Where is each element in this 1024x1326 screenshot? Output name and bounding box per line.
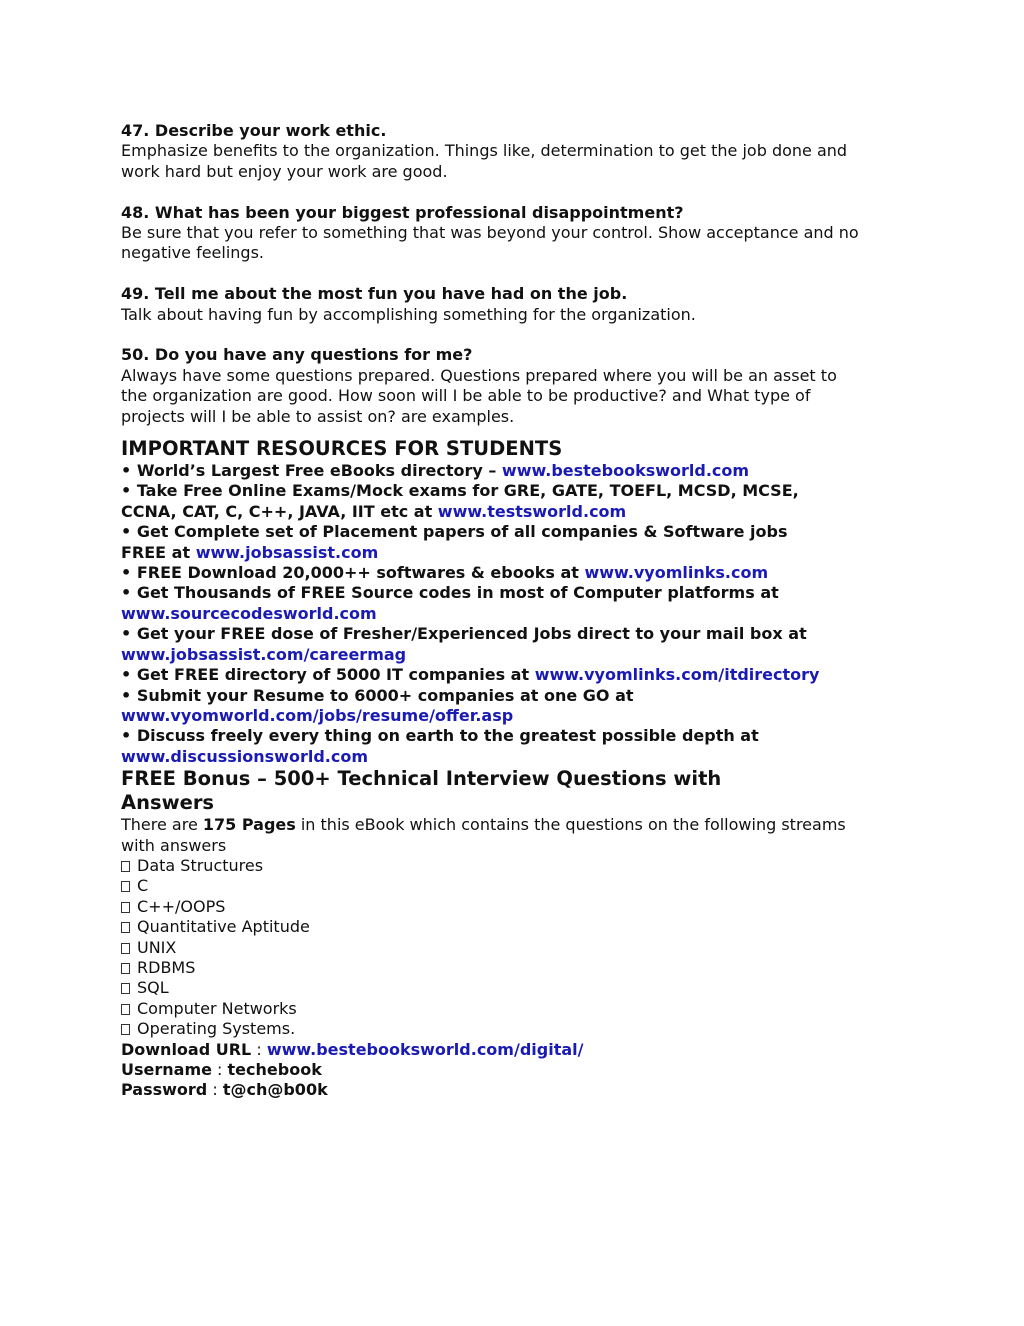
resource-item-7: • Get FREE directory of 5000 IT companies at www.vyomlinks.com/itdirectory bbox=[121, 665, 820, 685]
answer-48-line-1: Be sure that you refer to something that was beyond your control. Show acceptance and no bbox=[121, 223, 859, 243]
checkbox-icon bbox=[121, 902, 130, 913]
bullet: • bbox=[121, 624, 132, 644]
bullet: • bbox=[121, 665, 132, 685]
link-resume-offer[interactable]: www.vyomworld.com/jobs/resume/offer.asp bbox=[121, 705, 514, 725]
bullet: • bbox=[121, 563, 132, 583]
bullet: • bbox=[121, 461, 132, 481]
topic-item: SQL bbox=[121, 978, 911, 998]
topic-item: RDBMS bbox=[121, 958, 911, 978]
answer-47-line-2: work hard but enjoy your work are good. bbox=[121, 161, 448, 181]
resource-item-4: • FREE Download 20,000++ softwares & ebooks at www.vyomlinks.com bbox=[121, 563, 769, 583]
answer-50-line-1: Always have some questions prepared. Questions prepared where you will be an asset to bbox=[121, 365, 837, 385]
topic-item: Quantitative Aptitude bbox=[121, 917, 911, 937]
link-vyomlinks[interactable]: www.vyomlinks.com bbox=[584, 563, 769, 583]
topic-item: UNIX bbox=[121, 938, 911, 958]
checkbox-icon bbox=[121, 963, 130, 974]
bonus-intro: There are 175 Pages in this eBook which contains the questions on the following streams bbox=[121, 815, 846, 835]
answer-49-line-1: Talk about having fun by accomplishing something for the organization. bbox=[121, 304, 696, 324]
resource-item-9: • Discuss freely every thing on earth to the greatest possible depth at bbox=[121, 726, 759, 746]
checkbox-icon bbox=[121, 1004, 130, 1015]
checkbox-icon bbox=[121, 943, 130, 954]
topic-item: Computer Networks bbox=[121, 999, 911, 1019]
checkbox-icon bbox=[121, 1024, 130, 1035]
bullet: • bbox=[121, 583, 132, 603]
resource-item-6: • Get your FREE dose of Fresher/Experienced Jobs direct to your mail box at bbox=[121, 624, 807, 644]
checkbox-icon bbox=[121, 881, 130, 892]
link-jobsassist[interactable]: www.jobsassist.com bbox=[195, 542, 379, 562]
link-download-url[interactable]: www.bestebooksworld.com/digital/ bbox=[266, 1039, 584, 1059]
bonus-title-line-2: Answers bbox=[121, 791, 215, 815]
link-sourcecodesworld[interactable]: www.sourcecodesworld.com bbox=[121, 603, 377, 623]
password-value: t@ch@b00k bbox=[222, 1080, 328, 1100]
question-50: 50. Do you have any questions for me? bbox=[121, 345, 473, 365]
checkbox-icon bbox=[121, 922, 130, 933]
link-careermag[interactable]: www.jobsassist.com/careermag bbox=[121, 644, 407, 664]
username-value: techebook bbox=[227, 1060, 322, 1080]
bullet: • bbox=[121, 726, 132, 746]
link-testsworld[interactable]: www.testsworld.com bbox=[437, 501, 627, 521]
resource-item-3: • Get Complete set of Placement papers of all companies & Software jobs bbox=[121, 522, 788, 542]
bullet: • bbox=[121, 685, 132, 705]
resource-item-5: • Get Thousands of FREE Source codes in most of Computer platforms at bbox=[121, 583, 779, 603]
answer-48-line-2: negative feelings. bbox=[121, 243, 264, 263]
question-47: 47. Describe your work ethic. bbox=[121, 121, 387, 140]
document-page: 47. Describe your work ethic. Emphasize benefits to the organization. Things like, determination to get the job done and work hard but enjoy your work are good. 48. What has been your biggest professional disappointment? Be sure that you refer to something that was beyond your control. Show acceptance and no negative feelings. 49. Tell me about the most fun you have had on the job. Talk about having fun by accomplishing something for the organization. 50. Do you have any questions for me? Always have some questions prepared. Questions prepared where you will be an asset to the organization are good. How soon will I be able to be productive? and What type of projects will I be able to assist on? are examples. IMPORTANT RESOURCES FOR STUDENTS • World’s Largest Free eBooks directory – www.bestebooksworld.com • Take Free Online Exams/Mock exams for GRE, GATE, TOEFL, MCSD, MCSE, CCNA, CAT, C, C++, JAVA, IIT etc at www.testsworld.com • Get Complete set of Placement papers of all companies & Software jobs FREE at www.jobsassist.com • FREE Download 20,000++ softwares & ebooks at www.vyomlinks.com • Get Thousands of FREE Source codes in most of Computer platforms at www.sourcecodesworld.com • Get your FREE dose of Fresher/Experienced Jobs direct to your mail box at www.jobsassist.com/careermag • Get FREE directory of 5000 IT companies at www.vyomlinks.com/itdirectory • Submit your Resume to 6000+ companies at one GO at www.vyomworld.com/jobs/resume/offer.asp • Discuss freely every thing on earth to the greatest possible depth at www.discussionsworld.com FREE Bonus – 500+ Technical Interview Questions with Answers There are 175 Pages in this eBook which contains the questions on the following streams with answers Data Structures C C++/OOPS Quantitative Aptitude UNIX RDBMS SQL Computer Networks Operating Systems. Download URL : www.bestebooksworld.com/digital/ Username : techebook Password : t@ch@b00k bbox=[121, 121, 911, 1101]
answer-50-line-3: projects will I be able to assist on? are examples. bbox=[121, 406, 515, 426]
topic-item: Data Structures bbox=[121, 856, 911, 876]
resource-item-8: • Submit your Resume to 6000+ companies at one GO at bbox=[121, 685, 634, 705]
resources-heading: IMPORTANT RESOURCES FOR STUDENTS bbox=[121, 437, 563, 461]
download-url-row: Download URL : www.bestebooksworld.com/digital/ bbox=[121, 1039, 584, 1059]
topic-item: Operating Systems. bbox=[121, 1019, 911, 1039]
bonus-title-line-1: FREE Bonus – 500+ Technical Interview Questions with bbox=[121, 767, 722, 791]
bullet: • bbox=[121, 481, 132, 501]
answer-50-line-2: the organization are good. How soon will I be able to be productive? and What type of bbox=[121, 386, 811, 406]
topic-item: C++/OOPS bbox=[121, 897, 911, 917]
password-row: Password : t@ch@b00k bbox=[121, 1080, 328, 1100]
resource-item-2: • Take Free Online Exams/Mock exams for GRE, GATE, TOEFL, MCSD, MCSE, bbox=[121, 481, 799, 501]
topic-item: C bbox=[121, 876, 911, 896]
answer-47-line-1: Emphasize benefits to the organization. Things like, determination to get the job done and bbox=[121, 141, 848, 161]
question-49: 49. Tell me about the most fun you have had on the job. bbox=[121, 284, 628, 304]
bonus-intro-line-2: with answers bbox=[121, 835, 227, 855]
question-48: 48. What has been your biggest professional disappointment? bbox=[121, 202, 684, 222]
checkbox-icon bbox=[121, 861, 130, 872]
link-discussionsworld[interactable]: www.discussionsworld.com bbox=[121, 746, 368, 766]
bullet: • bbox=[121, 522, 132, 542]
link-bestebooksworld[interactable]: www.bestebooksworld.com bbox=[501, 461, 750, 481]
resource-item-1: • World’s Largest Free eBooks directory – www.bestebooksworld.com bbox=[121, 461, 750, 481]
link-itdirectory[interactable]: www.vyomlinks.com/itdirectory bbox=[534, 665, 820, 685]
username-row: Username : techebook bbox=[121, 1060, 322, 1080]
checkbox-icon bbox=[121, 983, 130, 994]
